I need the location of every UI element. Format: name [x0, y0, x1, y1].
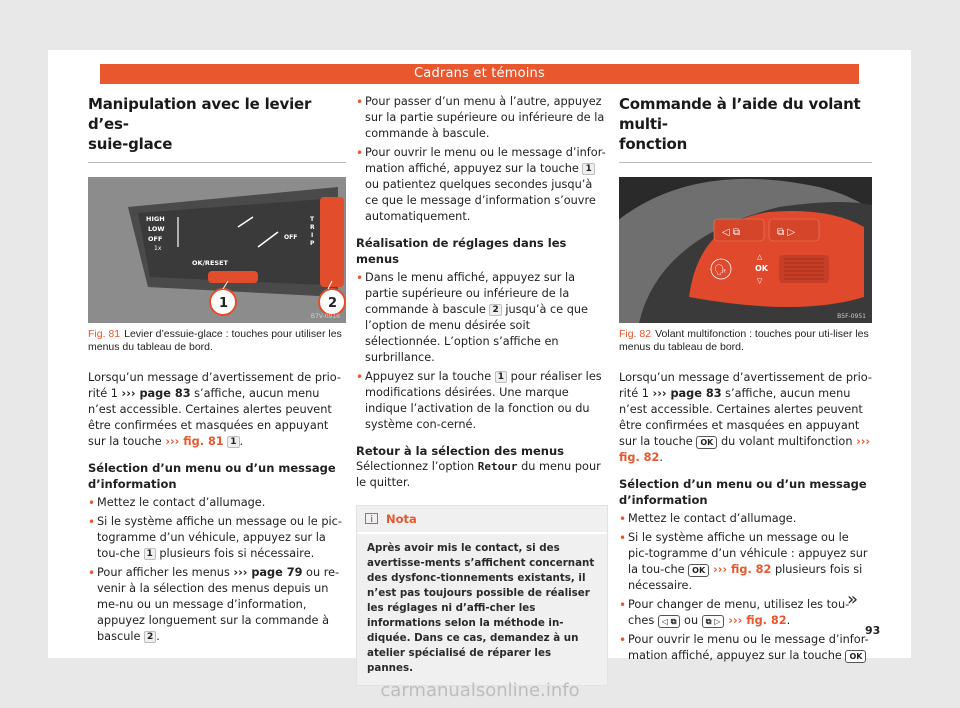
bullet-list — [619, 511, 872, 664]
list-item: • Pour passer d’un menu à l’autre, appuyez sur la partie supérieure ou inférieure de la commande à bascule. — [356, 94, 608, 142]
fig-ref-link[interactable]: ››› fig. 82 — [709, 563, 772, 576]
info-icon — [365, 513, 378, 525]
bullet-list — [356, 270, 608, 433]
figure-steering-wheel — [619, 177, 872, 323]
page-ref-link[interactable]: ››› page 79 — [233, 566, 303, 579]
ok-key: OK — [696, 436, 717, 449]
svg-text:▽: ▽ — [757, 277, 763, 285]
column-right — [619, 94, 872, 664]
ok-key: OK — [688, 564, 709, 577]
menu-option-retour: Retour — [477, 460, 518, 473]
figure-code: B5F-0951 — [837, 313, 866, 320]
column-middle — [356, 94, 608, 686]
svg-text:OK: OK — [755, 264, 768, 273]
prev-menu-key: ◁ ⧉ — [658, 615, 681, 628]
note-header: Nota — [357, 506, 607, 534]
wiper-label-low: LOW — [148, 225, 165, 233]
fig-ref-link[interactable]: ››› fig. 82 — [619, 435, 871, 464]
section-heading-wiper-lever: Manipulation avec le levier d’es- suie-glace — [88, 95, 312, 153]
list-item: • Si le système affiche un message ou le pic-togramme d’un véhicule : appuyez sur la tou-che OK ››› fig. 82 plusieurs fois si nécessaire. — [619, 530, 872, 594]
page-ref-link[interactable]: ››› page 83 — [121, 387, 191, 400]
wiper-label-high: HIGH — [146, 215, 165, 223]
list-item: • Pour afficher les menus ››› page 79 ou re-venir à la sélection des menus depuis un me-nu ou un message d’information, appuyez longuement sur la commande à bascule 2 . — [88, 565, 346, 645]
list-item: • Pour changer de menu, utilisez les tou-ches ◁ ⧉ ou ⧉ ▷ ››› fig. 82. — [619, 597, 872, 629]
ok-reset-label: OK/RESET — [192, 259, 228, 267]
wiper-lever-illustration — [88, 177, 346, 323]
wiper-label-1x: 1x — [154, 245, 162, 252]
paragraph-return: Sélectionnez l’option Retour du menu pour le quitter. — [356, 460, 601, 489]
next-menu-key: ⧉ ▷ — [702, 615, 725, 628]
svg-text:◁ ⧉: ◁ ⧉ — [722, 227, 741, 238]
section-heading-steering-wheel: Commande à l’aide du volant multi- fonction — [619, 95, 861, 153]
svg-text:2: 2 — [328, 296, 338, 311]
key-badge-1: 1 — [227, 436, 239, 448]
subheading-select-menu: Sélection d’un menu ou d’un message d’information — [619, 477, 867, 507]
note-body: Après avoir mis le contact, si des avertisse-ments s’affichent concernant des dysfonc-tionnements existants, il n’est pas toujours possible de réaliser les réglages ni d’affi-cher les informations selon la méthode in-diquée. Dans ce cas, demandez à un atelier spécialisé de réparer les pannes. — [367, 542, 595, 674]
column-left — [88, 94, 346, 645]
svg-text:⧉ ▷: ⧉ ▷ — [777, 227, 796, 238]
paragraph-priority: Lorsqu’un message d’avertissement de prio-rité 1 ››› page 83 s’affiche, aucun menu n’est accessible. Certaines alertes peuvent être confirmées et masquées en appuyant sur la touche ››› fig. 81 1 . — [88, 371, 341, 448]
fig-ref-link[interactable]: ››› fig. 81 — [165, 435, 224, 448]
divider — [619, 162, 872, 163]
svg-text:🗣: 🗣 — [714, 265, 727, 276]
figure-caption: Fig. 81 Levier d’essuie-glace : touches pour utiliser les menus du tableau de bord. — [88, 328, 342, 353]
bullet-list — [88, 495, 346, 645]
svg-text:T: T — [310, 216, 315, 223]
svg-text:△: △ — [757, 253, 763, 261]
list-item: • Pour ouvrir le menu ou le message d’infor-mation affiché, appuyez sur la touche 1 ou patientez quelques secondes jusqu’à ce que le message d’information s’ouvre automatiquement. — [356, 145, 608, 225]
bullet-list — [356, 94, 608, 225]
fig-ref-link[interactable]: ››› fig. 82 — [724, 614, 787, 627]
ok-key: OK — [845, 650, 866, 663]
note-box — [356, 505, 608, 686]
manual-page — [48, 50, 911, 674]
subheading-select-menu: Sélection d’un menu ou d’un message d’information — [88, 461, 336, 491]
rear-off-label: OFF — [284, 234, 298, 241]
divider — [88, 162, 346, 163]
subheading-settings: Réalisation de réglages dans les menus — [356, 236, 567, 266]
svg-text:I: I — [311, 232, 314, 239]
list-item: • Appuyez sur la touche 1 pour réaliser les modifications désirées. Une marque indique l’activation de la fonction ou du système con-cerné. — [356, 369, 608, 433]
section-header: Cadrans et témoins — [100, 64, 859, 84]
paragraph-priority: Lorsqu’un message d’avertissement de prio-rité 1 ››› page 83 s’affiche, aucun menu n’est accessible. Certaines alertes peuvent être confirmées et masquées en appuyant sur la touche OK du volant multifonction ››› fig. 82. — [619, 371, 872, 464]
list-item: • Dans le menu affiché, appuyez sur la partie supérieure ou inférieure de la commande à bascule 2 jusqu’à ce que l’option de menu désirée soit sélectionnée. L’option s’affiche en surbrillance. — [356, 270, 608, 366]
figure-wiper-lever — [88, 177, 346, 323]
figure-caption: Fig. 82 Volant multifonction : touches pour uti-liser les menus du tableau de bord. — [619, 328, 869, 353]
page-ref-link[interactable]: ››› page 83 — [652, 387, 722, 400]
figure-code: B7V-0916 — [310, 313, 340, 320]
list-item: • Si le système affiche un message ou le pic-togramme d’un véhicule, appuyez sur la tou-che 1 plusieurs fois si nécessaire. — [88, 514, 346, 562]
list-item: • Mettez le contact d’allumage. — [88, 495, 346, 511]
watermark-footer: carmanualsonline.info — [380, 680, 580, 701]
list-item: • Mettez le contact d’allumage. — [619, 511, 872, 527]
subheading-return: Retour à la sélection des menus — [356, 444, 564, 458]
svg-text:P: P — [310, 240, 315, 247]
svg-text:R: R — [310, 224, 315, 231]
wiper-label-off: OFF — [148, 235, 163, 243]
list-item: • Pour ouvrir le menu ou le message d’infor-mation affiché, appuyez sur la touche OK — [619, 632, 872, 664]
page-number: 93 — [865, 624, 881, 637]
steering-wheel-illustration — [619, 177, 872, 323]
continue-arrow-icon: » — [847, 589, 859, 610]
svg-text:1: 1 — [219, 296, 229, 311]
